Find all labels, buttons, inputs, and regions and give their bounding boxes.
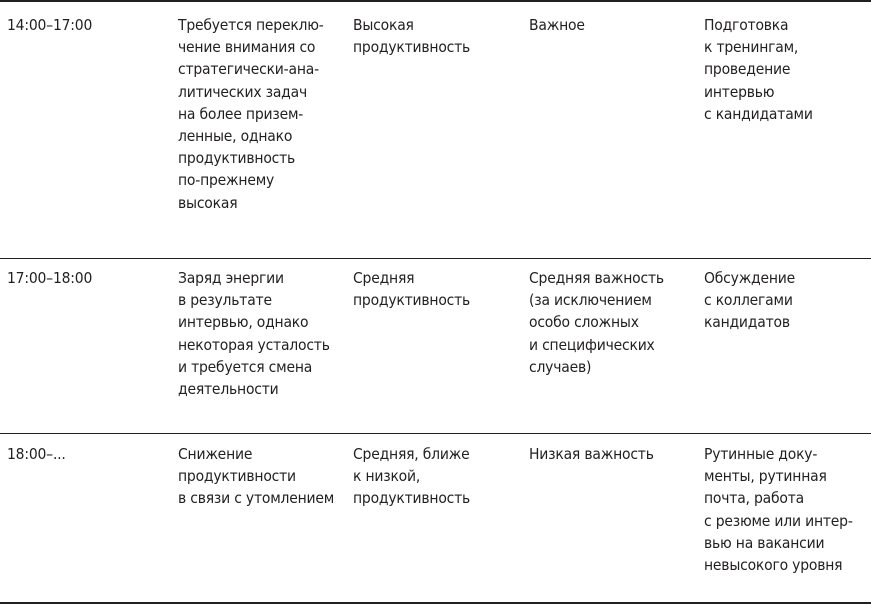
state-cell: Требуется переклю- чение внимания со стратегически-ана- литических задач на более призем- ленные, однако продуктивность по-прежнему высокая xyxy=(178,16,324,212)
row-divider xyxy=(0,433,871,434)
table-bottom-rule xyxy=(0,602,871,604)
time-cell: 18:00–... xyxy=(7,445,66,463)
importance-cell: Средняя важность (за исключением особо сложных и специфических случаев) xyxy=(529,269,664,376)
state-cell: Заряд энергии в результате интервью, однако некоторая усталость и требуется смена деятельности xyxy=(178,269,330,399)
productivity-cell: Средняя, ближе к низкой, продуктивность xyxy=(353,445,471,508)
state-cell: Снижение продуктивности в связи с утомлением xyxy=(178,445,335,508)
importance-cell: Важное xyxy=(529,16,585,34)
table-top-rule xyxy=(0,0,871,2)
time-cell: 14:00–17:00 xyxy=(7,16,93,34)
time-cell: 17:00–18:00 xyxy=(7,269,93,287)
importance-cell: Низкая важность xyxy=(529,445,654,463)
productivity-cell: Высокая продуктивность xyxy=(353,16,471,57)
productivity-cell: Средняя продуктивность xyxy=(353,269,471,310)
row-divider xyxy=(0,258,871,259)
tasks-cell: Обсуждение с коллегами кандидатов xyxy=(704,269,796,332)
tasks-cell: Подготовка к тренингам, проведение интервью с кандидатами xyxy=(704,16,813,123)
tasks-cell: Рутинные доку- менты, рутинная почта, работа с резюме или интер- вью на вакансии невысокого уровня xyxy=(704,445,853,575)
